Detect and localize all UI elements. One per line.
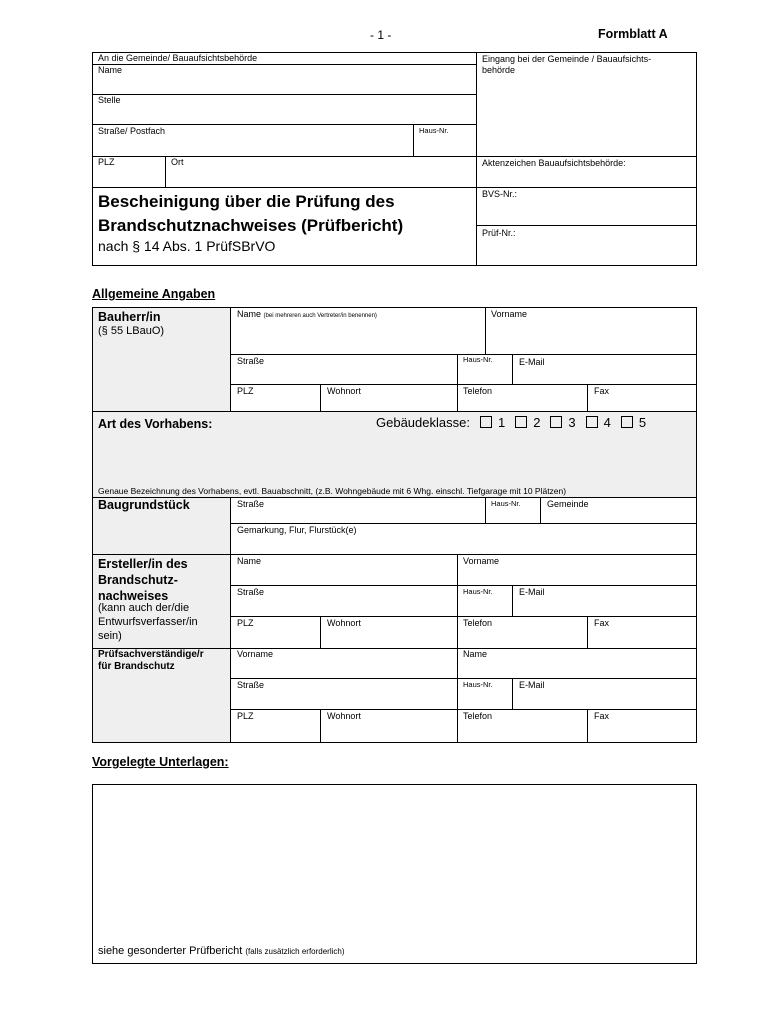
documents-note — [98, 945, 345, 957]
pruefer-plz-field[interactable]: PLZ — [237, 711, 254, 721]
receipt-label-2: behörde — [482, 65, 516, 75]
gk1-label: 1 — [497, 415, 506, 430]
name-field[interactable]: Name — [98, 65, 123, 75]
form-label: Formblatt A — [598, 27, 668, 41]
bauherr-email-field[interactable]: E-Mail — [519, 357, 545, 367]
ersteller-fax-field[interactable]: Fax — [594, 618, 610, 628]
document-title — [98, 190, 403, 238]
street-field[interactable]: Straße/ Postfach — [98, 126, 166, 136]
bauherr-name-hint: (bei mehreren auch Vertreter/in benennen) — [263, 313, 377, 319]
city-field[interactable]: Ort — [171, 157, 184, 167]
bauherr-name-field[interactable] — [237, 309, 377, 322]
pruefer-strasse-field[interactable]: Straße — [237, 680, 265, 690]
vorhaben-description-field[interactable]: Genaue Bezeichnung des Vorhabens, evtl. Bauabschnitt, (z.B. Wohngebäude mit 6 Whg. einschl. Tiefgarage mit 10 Plätzen) — [98, 486, 567, 496]
receipt-label: Eingang bei der Gemeinde / Bauaufsichts- — [482, 54, 652, 64]
general-heading: Allgemeine Angaben — [92, 287, 216, 301]
bauherr-strasse-field[interactable]: Straße — [237, 356, 265, 366]
ersteller-sub-3: sein) — [98, 630, 122, 642]
bauherr-title: Bauherr/in — [98, 310, 161, 324]
gk4-checkbox[interactable] — [586, 416, 598, 428]
ersteller-wohnort-field[interactable]: Wohnort — [327, 618, 361, 628]
pruefer-title — [98, 649, 204, 673]
pruefer-vorname-field[interactable]: Vorname — [237, 649, 274, 659]
ersteller-title — [98, 556, 188, 604]
ersteller-vorname-field[interactable]: Vorname — [463, 556, 500, 566]
pruefer-fax-field[interactable]: Fax — [594, 711, 610, 721]
bauherr-sub: (§ 55 LBauO) — [98, 325, 165, 337]
gk5-label: 5 — [638, 415, 647, 430]
pruef-field[interactable]: Prüf-Nr.: — [482, 228, 516, 238]
gk2-label: 2 — [533, 415, 541, 430]
gk3-checkbox[interactable] — [550, 416, 562, 428]
ersteller-strasse-field[interactable]: Straße — [237, 587, 265, 597]
bauherr-wohnort-field[interactable]: Wohnort — [327, 386, 361, 396]
title-line-2: Brandschutznachweises (Prüfbericht) — [98, 216, 404, 235]
gk2-checkbox[interactable] — [515, 416, 527, 428]
ersteller-title-2: Brandschutz- — [98, 573, 178, 587]
vorhaben-title: Art des Vorhabens: — [98, 417, 213, 431]
stelle-field[interactable]: Stelle — [98, 95, 121, 105]
bauherr-telefon-field[interactable]: Telefon — [463, 386, 493, 396]
bvs-field[interactable]: BVS-Nr.: — [482, 189, 518, 199]
pruefer-title-2: für Brandschutz — [98, 661, 175, 672]
bauherr-name-label: Name — [237, 309, 262, 319]
pruefer-name-field[interactable]: Name — [463, 649, 488, 659]
gk1-checkbox[interactable] — [480, 416, 492, 428]
page-number: - 1 - — [370, 28, 392, 42]
file-ref-field[interactable]: Aktenzeichen Bauaufsichtsbehörde: — [482, 158, 626, 168]
gebaeudeklasse-group — [376, 415, 646, 430]
bauherr-haus-field[interactable]: Haus-Nr. — [463, 355, 493, 364]
grundstueck-gemeinde-field[interactable]: Gemeinde — [547, 499, 589, 509]
ersteller-sub-2: Entwurfsverfasser/in — [98, 616, 198, 628]
ersteller-sub-1: (kann auch der/die — [98, 602, 190, 614]
ersteller-telefon-field[interactable]: Telefon — [463, 618, 493, 628]
ersteller-email-field[interactable]: E-Mail — [519, 587, 545, 597]
grundstueck-gemarkung-field[interactable]: Gemarkung, Flur, Flurstück(e) — [237, 525, 357, 535]
bauherr-vorname-field[interactable]: Vorname — [491, 309, 528, 319]
bauherr-fax-field[interactable]: Fax — [594, 386, 610, 396]
pruefer-wohnort-field[interactable]: Wohnort — [327, 711, 361, 721]
ersteller-name-field[interactable]: Name — [237, 556, 262, 566]
grundstueck-strasse-field[interactable]: Straße — [237, 499, 265, 509]
gk3-label: 3 — [568, 415, 576, 430]
zip-field[interactable]: PLZ — [98, 157, 115, 167]
gebaeudeklasse-label: Gebäudeklasse: — [376, 415, 470, 430]
documents-heading: Vorgelegte Unterlagen: — [92, 755, 229, 769]
gk5-checkbox[interactable] — [621, 416, 633, 428]
ersteller-plz-field[interactable]: PLZ — [237, 618, 254, 628]
ersteller-haus-field[interactable]: Haus-Nr. — [463, 587, 493, 596]
pruefer-email-field[interactable]: E-Mail — [519, 680, 545, 690]
pruefer-haus-field[interactable]: Haus-Nr. — [463, 680, 493, 689]
ersteller-sub — [98, 601, 198, 643]
grundstueck-title: Baugrundstück — [98, 498, 190, 512]
ersteller-title-3: nachweises — [98, 589, 169, 603]
ersteller-title-1: Ersteller/in des — [98, 557, 188, 571]
documents-note-text: siehe gesonderter Prüfbericht — [98, 945, 243, 957]
documents-box[interactable] — [92, 784, 697, 964]
document-subtitle: nach § 14 Abs. 1 PrüfSBrVO — [98, 238, 276, 254]
grundstueck-haus-field[interactable]: Haus-Nr. — [491, 499, 521, 508]
house-no-field[interactable]: Haus-Nr. — [419, 126, 449, 135]
pruefer-title-1: Prüfsachverständige/r — [98, 649, 204, 660]
gk4-label: 4 — [603, 415, 611, 430]
title-line-1: Bescheinigung über die Prüfung des — [98, 192, 395, 211]
documents-note-small: (falls zusätzlich erforderlich) — [245, 947, 345, 956]
pruefer-telefon-field[interactable]: Telefon — [463, 711, 493, 721]
authority-label: An die Gemeinde/ Bauaufsichtsbehörde — [98, 53, 258, 63]
bauherr-plz-field[interactable]: PLZ — [237, 386, 254, 396]
